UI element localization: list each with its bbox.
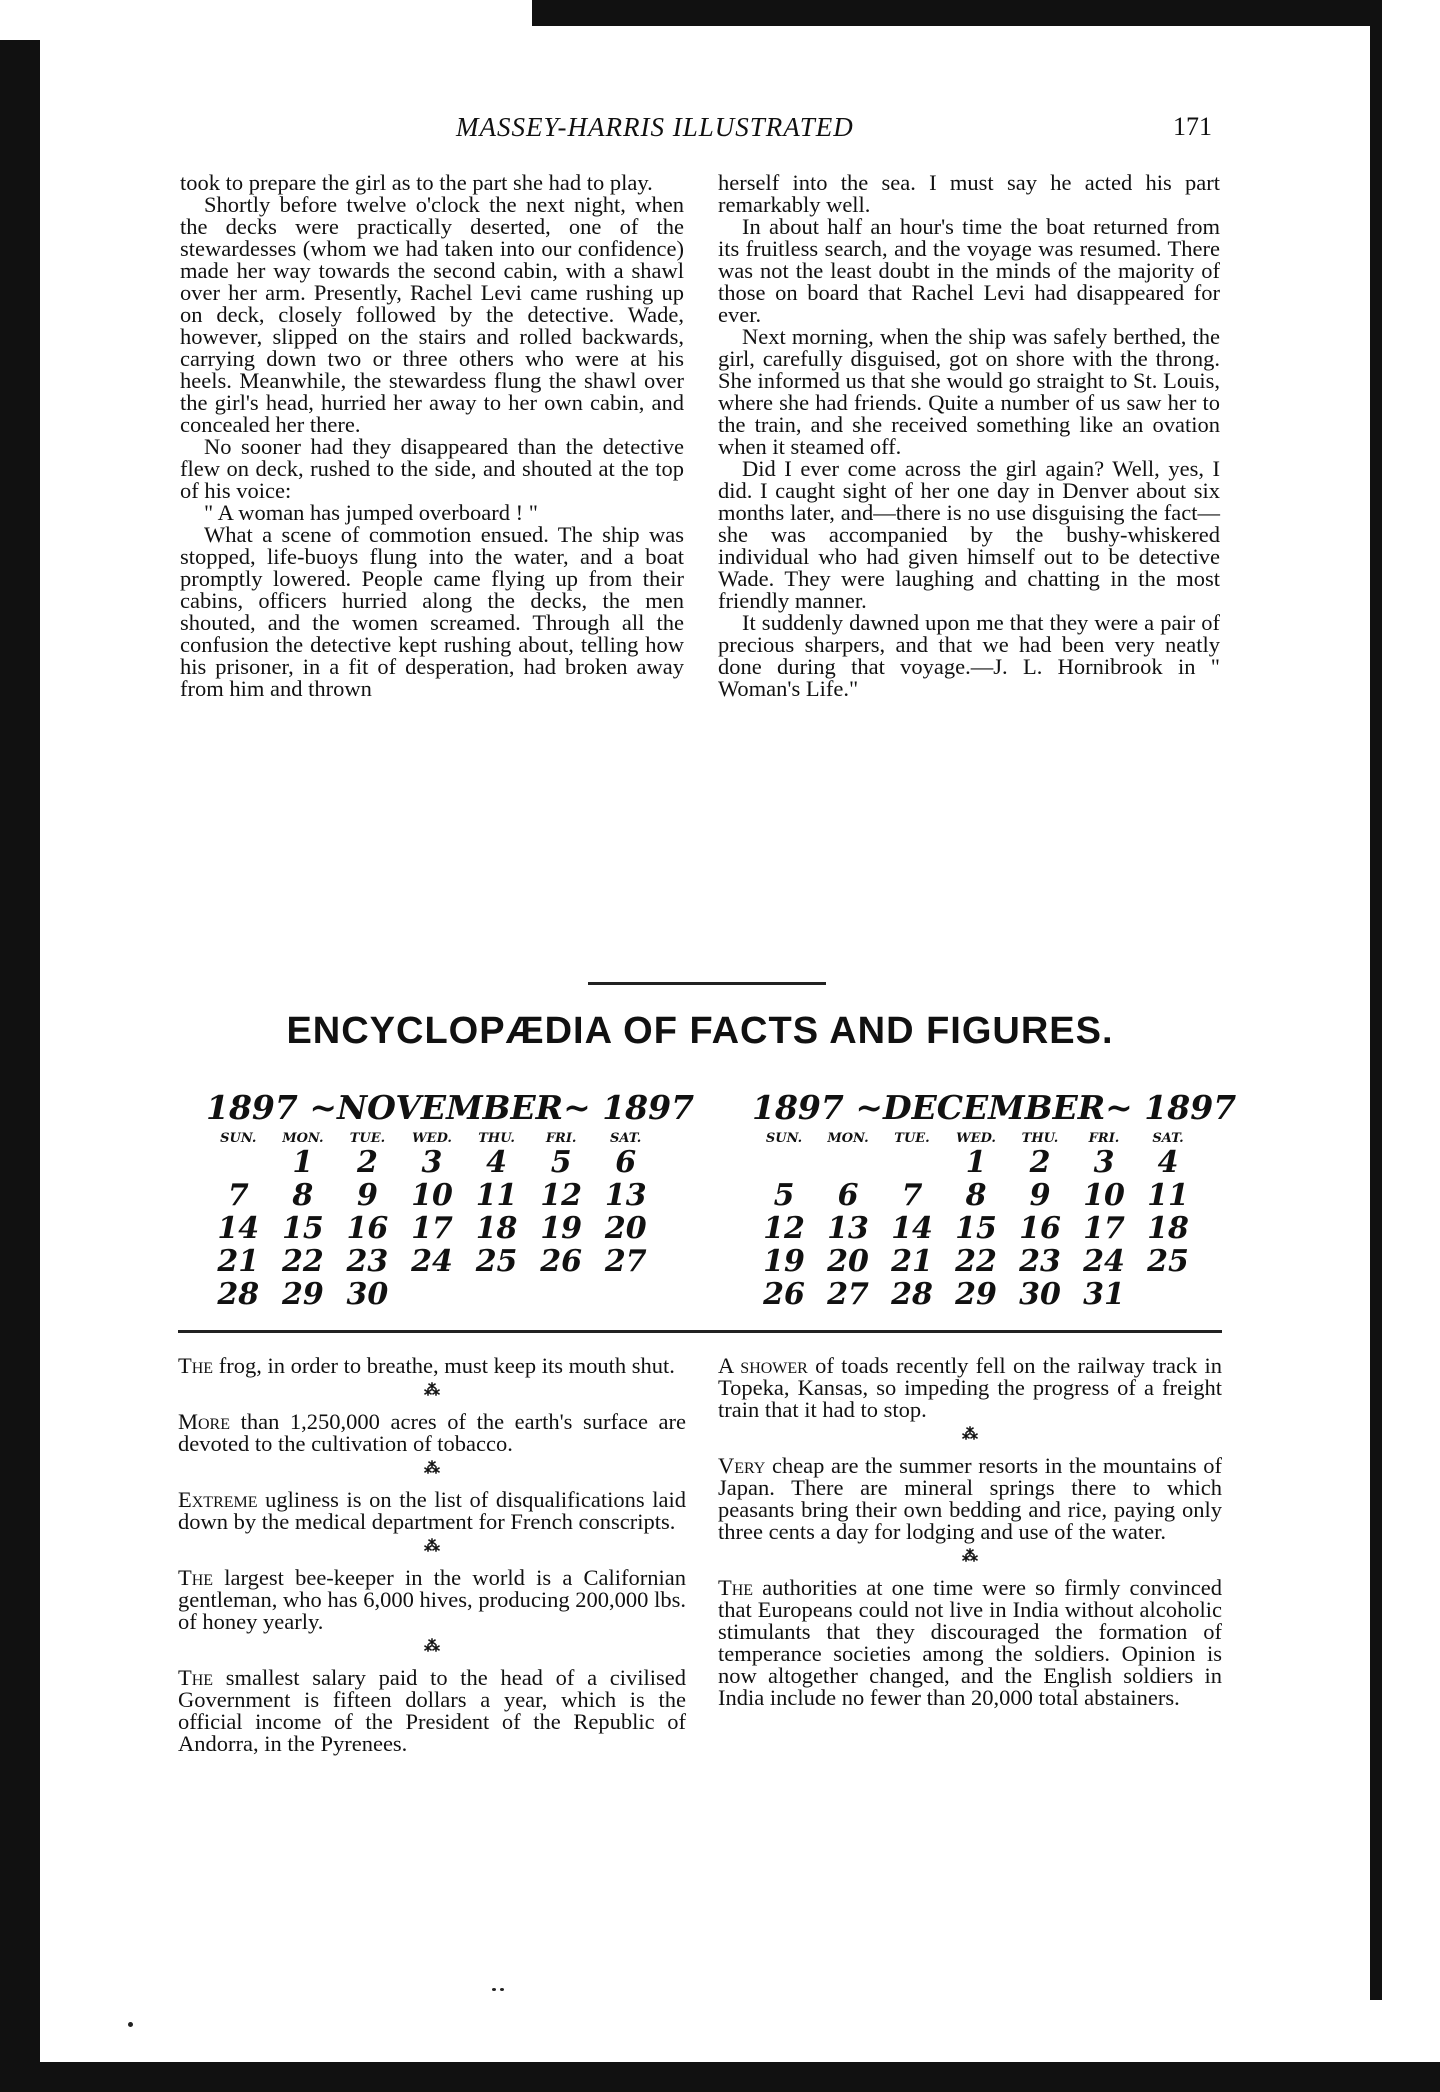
calendar-day: 2	[356, 1145, 378, 1180]
calendar-day: 4	[486, 1145, 507, 1180]
calendar-day: 5	[550, 1145, 572, 1180]
calendar-day: 6	[615, 1145, 637, 1180]
fact-text: largest bee-keeper in the world is a Californian gentleman, who has 6,000 hives, producing 200,000 lbs. of honey yearly.	[178, 1565, 686, 1634]
story-column-right	[718, 172, 1220, 700]
calendar-day: 26	[763, 1277, 805, 1312]
calendar-day: 7	[227, 1178, 249, 1213]
day-of-week-label: WED.	[412, 1131, 452, 1146]
calendar-empty-cell	[206, 1146, 271, 1179]
story-paragraph: Shortly before twelve o'clock the next night, when the decks were practically deserted, one of the stewardesses (whom we had taken into our confidence) made her way towards the second cabin, with a shawl over her arm. Presently, Rachel Levi came rushing up on deck, closely followed by the detective. Wade, however, slipped on the stairs and rolled backwards, carrying down two or three others who were at his heels. Meanwhile, the stewardess flung the shawl over the girl's head, hurried her away to her own cabin, and concealed her there.	[180, 192, 684, 437]
calendar-day: 29	[281, 1277, 324, 1312]
story-paragraph: What a scene of commotion ensued. The ship was stopped, life-buoys flung into the water, and a boat promptly lowered. People came flying up from their cabins, officers hurried along the decks, the men shouted, and the women screamed. Through all the confusion the detective kept rushing about, telling how his prisoner, in a fit of desperation, had broken away from him and thrown	[180, 522, 684, 701]
day-of-week-label: SAT.	[610, 1131, 642, 1146]
calendar-day: 3	[421, 1145, 443, 1180]
story-column-left	[180, 172, 684, 700]
story-paragraph: herself into the sea. I must say he acted his part remarkably well.	[718, 170, 1220, 217]
calendar-day: 27	[604, 1244, 647, 1279]
calendar-day: 13	[604, 1178, 647, 1213]
page-number: 171	[1173, 112, 1212, 141]
calendar-title: 1897 ~NOVEMBER~ 1897	[206, 1088, 695, 1127]
fact-item	[178, 1355, 686, 1377]
calendar-day: 21	[217, 1244, 260, 1279]
day-of-week-label: MON.	[282, 1131, 324, 1146]
fact-text: authorities at one time were so firmly convinced that Europeans could not live in India without alcoholic stimulants that they discouraged the formation of temperance societies among the soldiers. Opinion is now altogether changed, and the English soldiers in India include no fewer than 20,000 total abstainers.	[718, 1575, 1222, 1710]
calendar-day: 17	[411, 1211, 453, 1246]
facts-column-left	[178, 1355, 686, 1755]
calendar-day: 18	[475, 1211, 518, 1246]
calendar-day: 30	[1019, 1277, 1061, 1312]
fact-item	[178, 1667, 686, 1755]
fact-item	[178, 1489, 686, 1533]
calendar-day: 16	[346, 1211, 389, 1246]
day-of-week-label: SUN.	[220, 1131, 257, 1146]
calendar-day: 3	[1093, 1145, 1115, 1180]
calendar-day: 4	[1157, 1145, 1179, 1180]
calendar-day: 8	[292, 1178, 314, 1213]
fact-item	[178, 1567, 686, 1633]
calendar-day: 9	[1029, 1178, 1051, 1213]
calendar-empty-cell	[464, 1278, 529, 1311]
calendar-grid	[752, 1131, 1200, 1311]
calendar-november	[206, 1088, 695, 1312]
calendar-day: 9	[356, 1178, 378, 1213]
calendar-day: 19	[763, 1244, 805, 1279]
calendar-december	[752, 1088, 1237, 1312]
calendar-day: 5	[773, 1178, 795, 1213]
calendar-day: 7	[901, 1178, 923, 1213]
calendar-day: 22	[281, 1244, 324, 1279]
calendar-day: 1	[292, 1145, 314, 1180]
calendar-empty-cell	[1136, 1278, 1200, 1311]
day-of-week-label: SAT.	[1152, 1131, 1184, 1146]
day-of-week-label: WED.	[956, 1131, 996, 1146]
day-of-week-label: THU.	[478, 1131, 515, 1146]
day-of-week-label: SUN.	[765, 1131, 803, 1146]
scan-border-top	[532, 0, 1372, 26]
story-paragraph: It suddenly dawned upon me that they were a pair of precious sharpers, and that we had been very neatly done during that voyage.—J. L. Hornibrook in " Woman's Life."	[718, 610, 1220, 701]
day-of-week-label: FRI.	[545, 1131, 577, 1146]
fact-lead-word: The	[718, 1575, 754, 1600]
fact-lead-word: The	[178, 1665, 214, 1690]
scan-border-left	[0, 40, 40, 2092]
fact-text: smallest salary paid to the head of a civilised Government is fifteen dollars a year, which is the official income of the President of the Republic of Andorra, in the Pyrenees.	[178, 1665, 686, 1756]
calendar-day: 16	[1019, 1211, 1061, 1246]
ink-speck	[492, 1988, 496, 1991]
story-paragraph: Next morning, when the ship was safely berthed, the girl, carefully disguised, got on shore with the throng. She informed us that she would go straight to St. Louis, where she had friends. Quite a number of us saw her to the train, and she received something like an ovation when it steamed off.	[718, 324, 1220, 459]
day-of-week-label: THU.	[1021, 1131, 1059, 1146]
fact-lead-word: Extreme	[178, 1487, 258, 1512]
fact-text: frog, in order to breathe, must keep its mouth shut.	[213, 1353, 675, 1378]
page-header	[176, 112, 1212, 146]
calendar-day: 13	[827, 1211, 869, 1246]
calendar-day: 29	[955, 1277, 997, 1312]
calendar-day: 28	[891, 1277, 933, 1312]
scan-border-bottom	[40, 2062, 1440, 2092]
calendar-day: 11	[1147, 1178, 1189, 1213]
day-of-week-label: TUE.	[349, 1131, 386, 1146]
day-of-week-label: TUE.	[894, 1131, 930, 1146]
fact-lead-word: The	[178, 1565, 214, 1590]
fact-lead-word: The	[178, 1353, 214, 1378]
calendar-day: 14	[217, 1211, 260, 1246]
calendar-day: 10	[1083, 1178, 1125, 1213]
calendar-day: 31	[1083, 1277, 1125, 1312]
calendar-divider	[178, 1330, 1222, 1333]
calendar-day: 25	[1147, 1244, 1189, 1279]
fact-text: ugliness is on the list of disqualifications laid down by the medical department for French conscripts.	[178, 1487, 686, 1534]
calendar-day: 6	[837, 1178, 859, 1213]
calendar-grid	[206, 1131, 658, 1311]
fact-lead-word: A shower	[718, 1353, 808, 1378]
calendar-day: 1	[965, 1145, 987, 1180]
calendar-day: 30	[346, 1277, 389, 1312]
story-paragraph: took to prepare the girl as to the part she had to play.	[180, 170, 653, 195]
calendar-empty-cell	[752, 1146, 816, 1179]
calendar-day: 18	[1147, 1211, 1189, 1246]
calendar-day: 20	[604, 1211, 647, 1246]
asterism-separator: ⁂	[424, 1382, 440, 1399]
asterism-separator: ⁂	[424, 1538, 440, 1555]
calendar-empty-cell	[816, 1146, 880, 1179]
calendar-day: 12	[763, 1211, 805, 1246]
calendar-day: 27	[827, 1277, 869, 1312]
calendar-day: 20	[827, 1244, 869, 1279]
day-of-week-label: FRI.	[1088, 1131, 1120, 1146]
story-paragraph: In about half an hour's time the boat returned from its fruitless search, and the voyage was resumed. There was not the least doubt in the minds of the majority of those on board that Rachel Levi had disappeared for ever.	[718, 214, 1220, 327]
scan-border-right	[1370, 0, 1382, 2000]
section-divider	[588, 982, 826, 985]
asterism-separator: ⁂	[424, 1460, 440, 1477]
calendar-day: 21	[891, 1244, 933, 1279]
calendar-day: 26	[540, 1244, 582, 1279]
calendar-day: 22	[955, 1244, 997, 1279]
calendar-day: 23	[346, 1244, 389, 1279]
fact-item	[178, 1411, 686, 1455]
fact-text: cheap are the summer resorts in the mountains of Japan. There are mineral springs there to which peasants bring their own bedding and rice, paying only three cents a day for lodging and use of the water.	[718, 1453, 1222, 1544]
fact-text: of toads recently fell on the railway track in Topeka, Kansas, so impeding the progress of a freight train that it had to stop.	[718, 1353, 1223, 1422]
calendar-day: 15	[955, 1211, 997, 1246]
calendar-empty-cell	[880, 1146, 944, 1179]
ink-speck	[500, 1988, 504, 1991]
calendar-title: 1897 ~DECEMBER~ 1897	[752, 1088, 1237, 1127]
calendar-day: 12	[540, 1178, 582, 1213]
asterism-separator: ⁂	[962, 1426, 978, 1443]
calendar-day: 14	[891, 1211, 933, 1246]
calendar-day: 28	[217, 1277, 260, 1312]
calendar-day: 15	[281, 1211, 324, 1246]
facts-column-right	[718, 1355, 1222, 1709]
calendar-day: 24	[411, 1244, 453, 1279]
calendar-empty-cell	[400, 1278, 465, 1311]
fact-lead-word: Very	[718, 1453, 766, 1478]
calendar-day: 11	[475, 1178, 518, 1213]
running-head: MASSEY-HARRIS ILLUSTRATED	[456, 112, 854, 142]
fact-lead-word: More	[178, 1409, 231, 1434]
fact-item	[718, 1355, 1222, 1421]
story-paragraph: Did I ever come across the girl again? Well, yes, I did. I caught sight of her one day in Denver about six months later, and—there is no use disguising the fact—she was accompanied by the bushy-whiskered individual who had given himself out to be detective Wade. They were laughing and chatting in the most friendly manner.	[718, 456, 1220, 613]
story-paragraph: No sooner had they disappeared than the detective flew on deck, rushed to the side, and shouted at the top of his voice:	[180, 434, 684, 503]
story-paragraph: " A woman has jumped overboard ! "	[204, 500, 538, 525]
calendar-day: 8	[965, 1178, 987, 1213]
asterism-separator: ⁂	[424, 1638, 440, 1655]
calendar-day: 2	[1029, 1145, 1051, 1180]
calendar-day: 17	[1083, 1211, 1125, 1246]
calendar-day: 19	[540, 1211, 582, 1246]
fact-text: than 1,250,000 acres of the earth's surface are devoted to the cultivation of tobacco.	[178, 1409, 686, 1456]
asterism-separator: ⁂	[962, 1548, 978, 1565]
day-of-week-label: MON.	[827, 1131, 869, 1146]
ink-speck	[128, 2022, 133, 2027]
calendar-day: 10	[411, 1178, 453, 1213]
fact-item	[718, 1455, 1222, 1543]
calendar-day: 23	[1019, 1244, 1061, 1279]
calendar-empty-cell	[529, 1278, 594, 1311]
fact-item	[718, 1577, 1222, 1709]
calendar-empty-cell	[593, 1278, 658, 1311]
calendar-day: 25	[475, 1244, 518, 1279]
section-title: ENCYCLOPÆDIA OF FACTS AND FIGURES.	[286, 1010, 1114, 1052]
calendar-day: 24	[1083, 1244, 1125, 1279]
